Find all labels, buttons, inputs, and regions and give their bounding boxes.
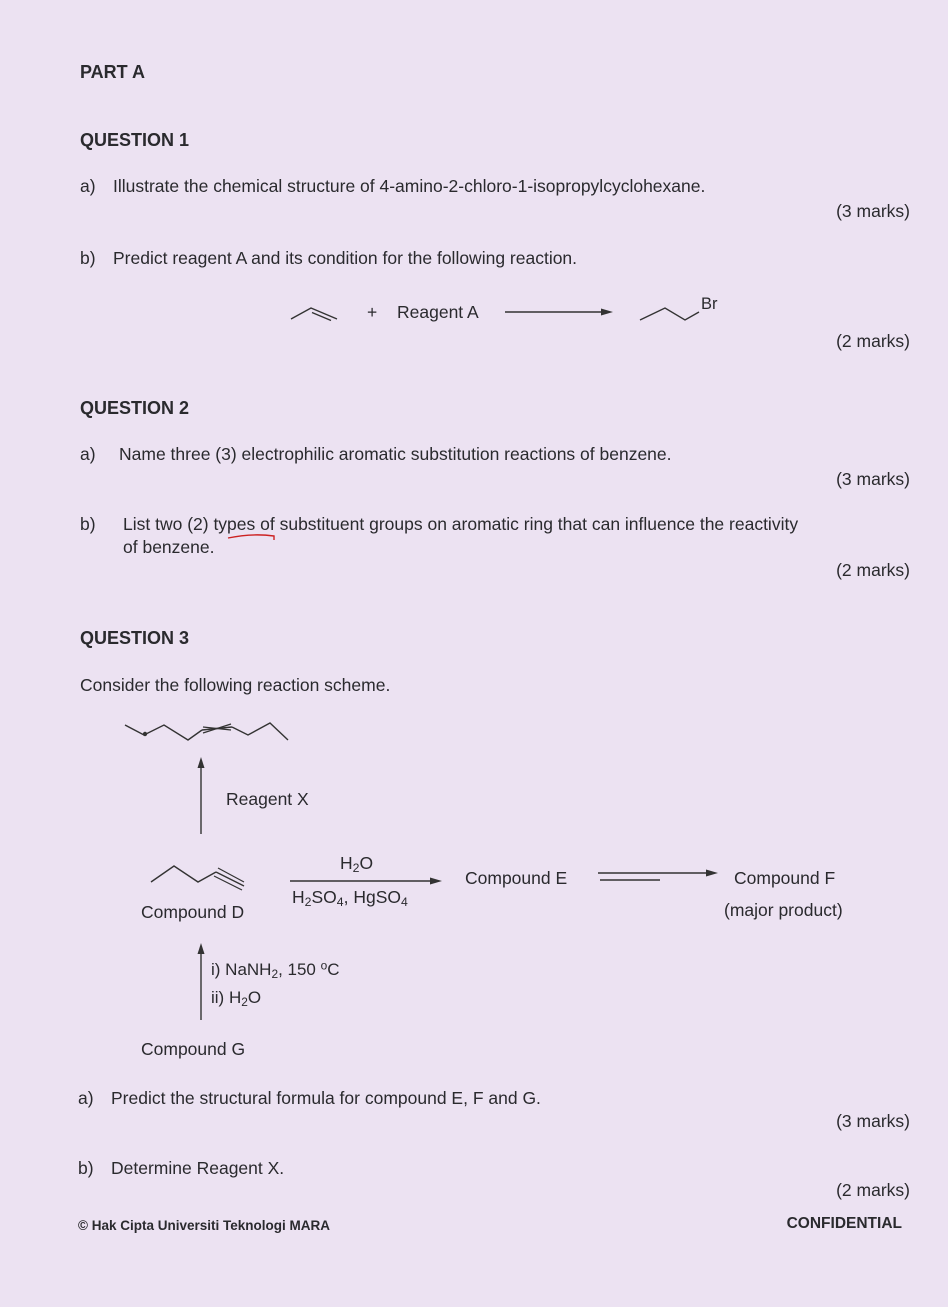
red-underline-mark xyxy=(226,530,278,542)
reaction-arrow-q1 xyxy=(505,305,615,319)
q1b-marks: (2 marks) xyxy=(836,331,910,351)
q3b-marks: (2 marks) xyxy=(836,1180,910,1200)
arrow-reagent-x xyxy=(194,756,208,836)
q2b-label: b) xyxy=(80,514,96,534)
compound-f-label: Compound F xyxy=(734,868,836,888)
q1b-label: b) xyxy=(80,248,96,268)
q3a-label: a) xyxy=(78,1088,94,1108)
tautomer-equilibrium-arrow xyxy=(598,869,720,885)
propene-structure xyxy=(285,300,345,324)
step-i: i) NaNH$_2$, 150 $^o$C xyxy=(211,958,340,981)
arrow-g-to-d xyxy=(194,942,208,1022)
bromopropane-structure xyxy=(635,298,705,328)
part-heading: PART A xyxy=(80,62,145,82)
q2a-marks: (3 marks) xyxy=(836,469,910,489)
question-2-title: QUESTION 2 xyxy=(80,398,190,418)
q2b-marks: (2 marks) xyxy=(836,560,910,580)
q3-intro: Consider the following reaction scheme. xyxy=(80,675,391,695)
major-product-label: (major product) xyxy=(724,900,843,920)
q3a-text: Predict the structural formula for compound E, F and G. xyxy=(111,1088,541,1108)
compound-g-label: Compound G xyxy=(141,1039,246,1059)
compound-d-structure xyxy=(148,860,248,890)
q1a-label: a) xyxy=(80,176,96,196)
q1a-marks: (3 marks) xyxy=(836,201,910,221)
reagent-a: Reagent A xyxy=(397,302,479,322)
q3b-text: Determine Reagent X. xyxy=(111,1158,285,1178)
plus-sign: + xyxy=(367,302,378,322)
copyright-footer: © Hak Cipta Universiti Teknologi MARA xyxy=(78,1218,330,1233)
condition-bottom: $H_2SO_4$, HgSO$_4$ xyxy=(292,887,408,910)
confidential-footer: CONFIDENTIAL xyxy=(786,1215,902,1232)
bromine-label: Br xyxy=(701,295,718,313)
reaction-arrow-hydration xyxy=(290,874,445,888)
q2a-label: a) xyxy=(80,444,96,464)
compound-e-label: Compound E xyxy=(465,868,568,888)
q1b-text: Predict reagent A and its condition for the following reaction. xyxy=(113,248,578,268)
alkyne-product-structure xyxy=(120,715,300,755)
reagent-x: Reagent X xyxy=(226,789,309,809)
compound-d-label: Compound D xyxy=(141,902,245,922)
question-3-title: QUESTION 3 xyxy=(80,628,190,648)
q3a-marks: (3 marks) xyxy=(836,1111,910,1131)
q2b-text-line2: of benzene. xyxy=(123,537,215,557)
q1a-text: Illustrate the chemical structure of 4-amino-2-chloro-1-isopropylcyclohexane. xyxy=(113,176,706,196)
step-ii: ii) $H_2O$ xyxy=(211,988,262,1009)
q3b-label: b) xyxy=(78,1158,94,1178)
condition-top: $H_2O$ xyxy=(340,853,374,876)
question-1-title: QUESTION 1 xyxy=(80,130,190,150)
q2a-text: Name three (3) electrophilic aromatic substitution reactions of benzene. xyxy=(119,444,672,464)
q2b-text-line1: List two (2) types of substituent groups on aromatic ring that can influence the reactivity xyxy=(123,514,799,534)
